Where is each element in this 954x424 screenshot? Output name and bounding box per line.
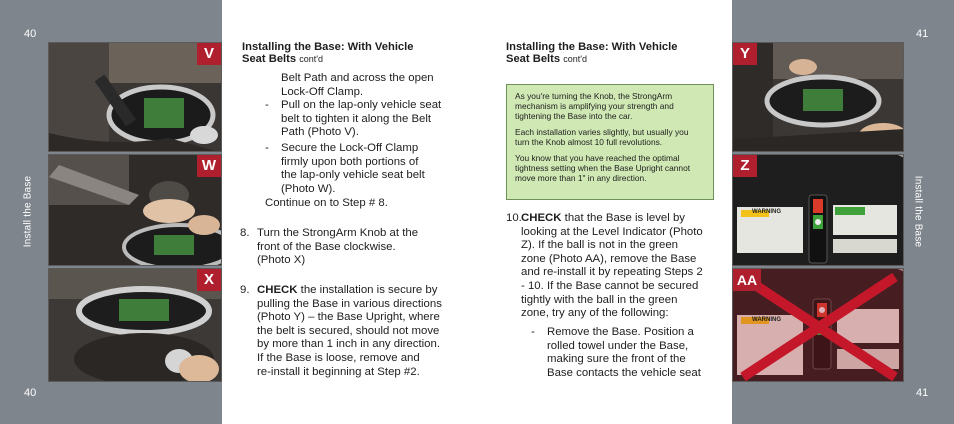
bullet2-line-4: (Photo W).: [281, 182, 336, 195]
step9-first-rest: the installation is secure by: [297, 284, 438, 296]
step8-line-3: (Photo X): [257, 254, 306, 267]
step10-line-3: Z). If the ball is not in the green: [521, 239, 679, 252]
photo-y-badge: Y: [733, 43, 757, 65]
right-heading: [506, 41, 732, 65]
step10-line-first: [521, 212, 727, 226]
left-heading-cont: cont'd: [299, 54, 323, 64]
step9-line-6: If the Base is loose, remove and: [257, 351, 420, 364]
left-text-column: [242, 41, 468, 65]
sub-line-2: rolled towel under the Base,: [547, 339, 689, 352]
left-sidebar: [0, 0, 222, 424]
right-heading-line2: Seat Belts: [506, 53, 561, 65]
photo-z-warning: WARNING: [752, 209, 781, 215]
page-number-right-bottom: 41: [916, 387, 929, 399]
step8-number: 8.: [240, 227, 250, 239]
photo-z: [732, 154, 904, 266]
step8-line-1: Turn the StrongArm Knob at the: [257, 227, 419, 239]
photo-y: [732, 42, 904, 152]
step9-check: CHECK: [257, 284, 298, 296]
step9-text: [257, 284, 471, 379]
sub-text: [547, 326, 727, 380]
sub-marker: -: [531, 326, 535, 338]
step9-line-first: [257, 284, 471, 298]
bullet1-line-2: belt to tighten it along the Belt: [281, 112, 432, 125]
photo-v: [48, 42, 222, 152]
photo-z-badge: Z: [733, 155, 757, 177]
step10-line-2: looking at the Level Indicator (Photo: [521, 225, 703, 238]
step10-check: CHECK: [521, 212, 562, 224]
photo-w-badge: W: [197, 155, 221, 177]
step10-line-5: and re-install it by repeating Steps 2: [521, 266, 703, 279]
right-heading-line1: Installing the Base: With Vehicle: [506, 41, 678, 53]
bullet2-line-1: Secure the Lock-Off Clamp: [281, 142, 419, 154]
left-heading-line1: Installing the Base: With Vehicle: [242, 41, 414, 53]
step10-line-7: tightly with the ball in the green: [521, 293, 678, 306]
side-label-left: Install the Base: [22, 175, 34, 248]
photo-v-badge: V: [197, 43, 221, 65]
page-number-left-bottom: 40: [24, 387, 37, 399]
step10-line-6: - 10. If the Base cannot be secured: [521, 279, 699, 292]
photo-aa-badge: AA: [733, 269, 761, 291]
bullet2-line-2: firmly upon both portions of: [281, 155, 419, 168]
bullet2-line-3: the lap-only vehicle seat belt: [281, 169, 425, 182]
photo-aa-warning: WARNING: [752, 317, 781, 323]
step9-line-3: (Photo Y) – the Base Upright, where: [257, 311, 440, 324]
bullet2-marker: -: [265, 142, 269, 154]
step10-text: [521, 212, 727, 321]
photo-x-badge: X: [197, 269, 221, 291]
step10-number: 10.: [506, 212, 522, 224]
bullet1-line-3: Path (Photo V).: [281, 126, 359, 139]
page-number-left-top: 40: [24, 28, 37, 40]
step9-number: 9.: [240, 284, 250, 296]
tip-paragraph-1: As you're turning the Knob, the StrongArm mechanism is amplifying your strength and tightening the Base into the car.: [515, 91, 674, 121]
right-sidebar: [732, 0, 954, 424]
step10-line-4: zone (Photo AA), remove the Base: [521, 252, 697, 265]
step8-line-2: front of the Base clockwise.: [257, 240, 396, 253]
continue-text: Continue on to Step # 8.: [265, 197, 388, 209]
tip-box: [506, 84, 714, 200]
step9-line-7: re-install it beginning at Step #2.: [257, 365, 420, 378]
step9-line-4: the belt is secured, should not move: [257, 324, 440, 337]
side-label-right: Install the Base: [912, 175, 924, 248]
sub-line-3: making sure the front of the: [547, 353, 686, 366]
left-heading-line2: Seat Belts: [242, 53, 297, 65]
cont-line-1: Belt Path and across the open: [281, 72, 434, 84]
sub-line-1: Remove the Base. Position a: [547, 326, 694, 338]
bullet1-text: [281, 99, 471, 140]
step10-line-8: zone, try any of the following:: [521, 307, 669, 320]
bullet2-text: [281, 142, 471, 196]
photo-y-image: [733, 43, 904, 152]
step8-text: [257, 227, 467, 268]
tip-paragraph-3: You know that you have reached the optimal tightness setting when the Base Upright cannot move more than 1" in any direction.: [515, 153, 691, 183]
photo-x: [48, 268, 222, 382]
sub-line-4: Base contacts the vehicle seat: [547, 366, 701, 379]
left-heading: [242, 41, 468, 65]
page-number-right-top: 41: [916, 28, 929, 40]
step9-line-5: by more than 1 inch in any direction.: [257, 338, 440, 351]
photo-aa: [732, 268, 904, 382]
photo-w: [48, 154, 222, 266]
cont-line-2: Lock-Off Clamp.: [281, 85, 364, 98]
right-heading-cont: cont'd: [563, 54, 587, 64]
tip-paragraph-2: Each installation varies slightly, but usually you turn the Knob almost 10 full revolutions.: [515, 127, 689, 147]
step9-line-2: pulling the Base in various directions: [257, 297, 442, 310]
right-text-column: [506, 41, 732, 65]
bullet1-line-1: Pull on the lap-only vehicle seat: [281, 99, 442, 111]
step10-first-rest: that the Base is level by: [561, 212, 685, 224]
left-cont-lines: [281, 72, 471, 99]
bullet1-marker: -: [265, 99, 269, 111]
